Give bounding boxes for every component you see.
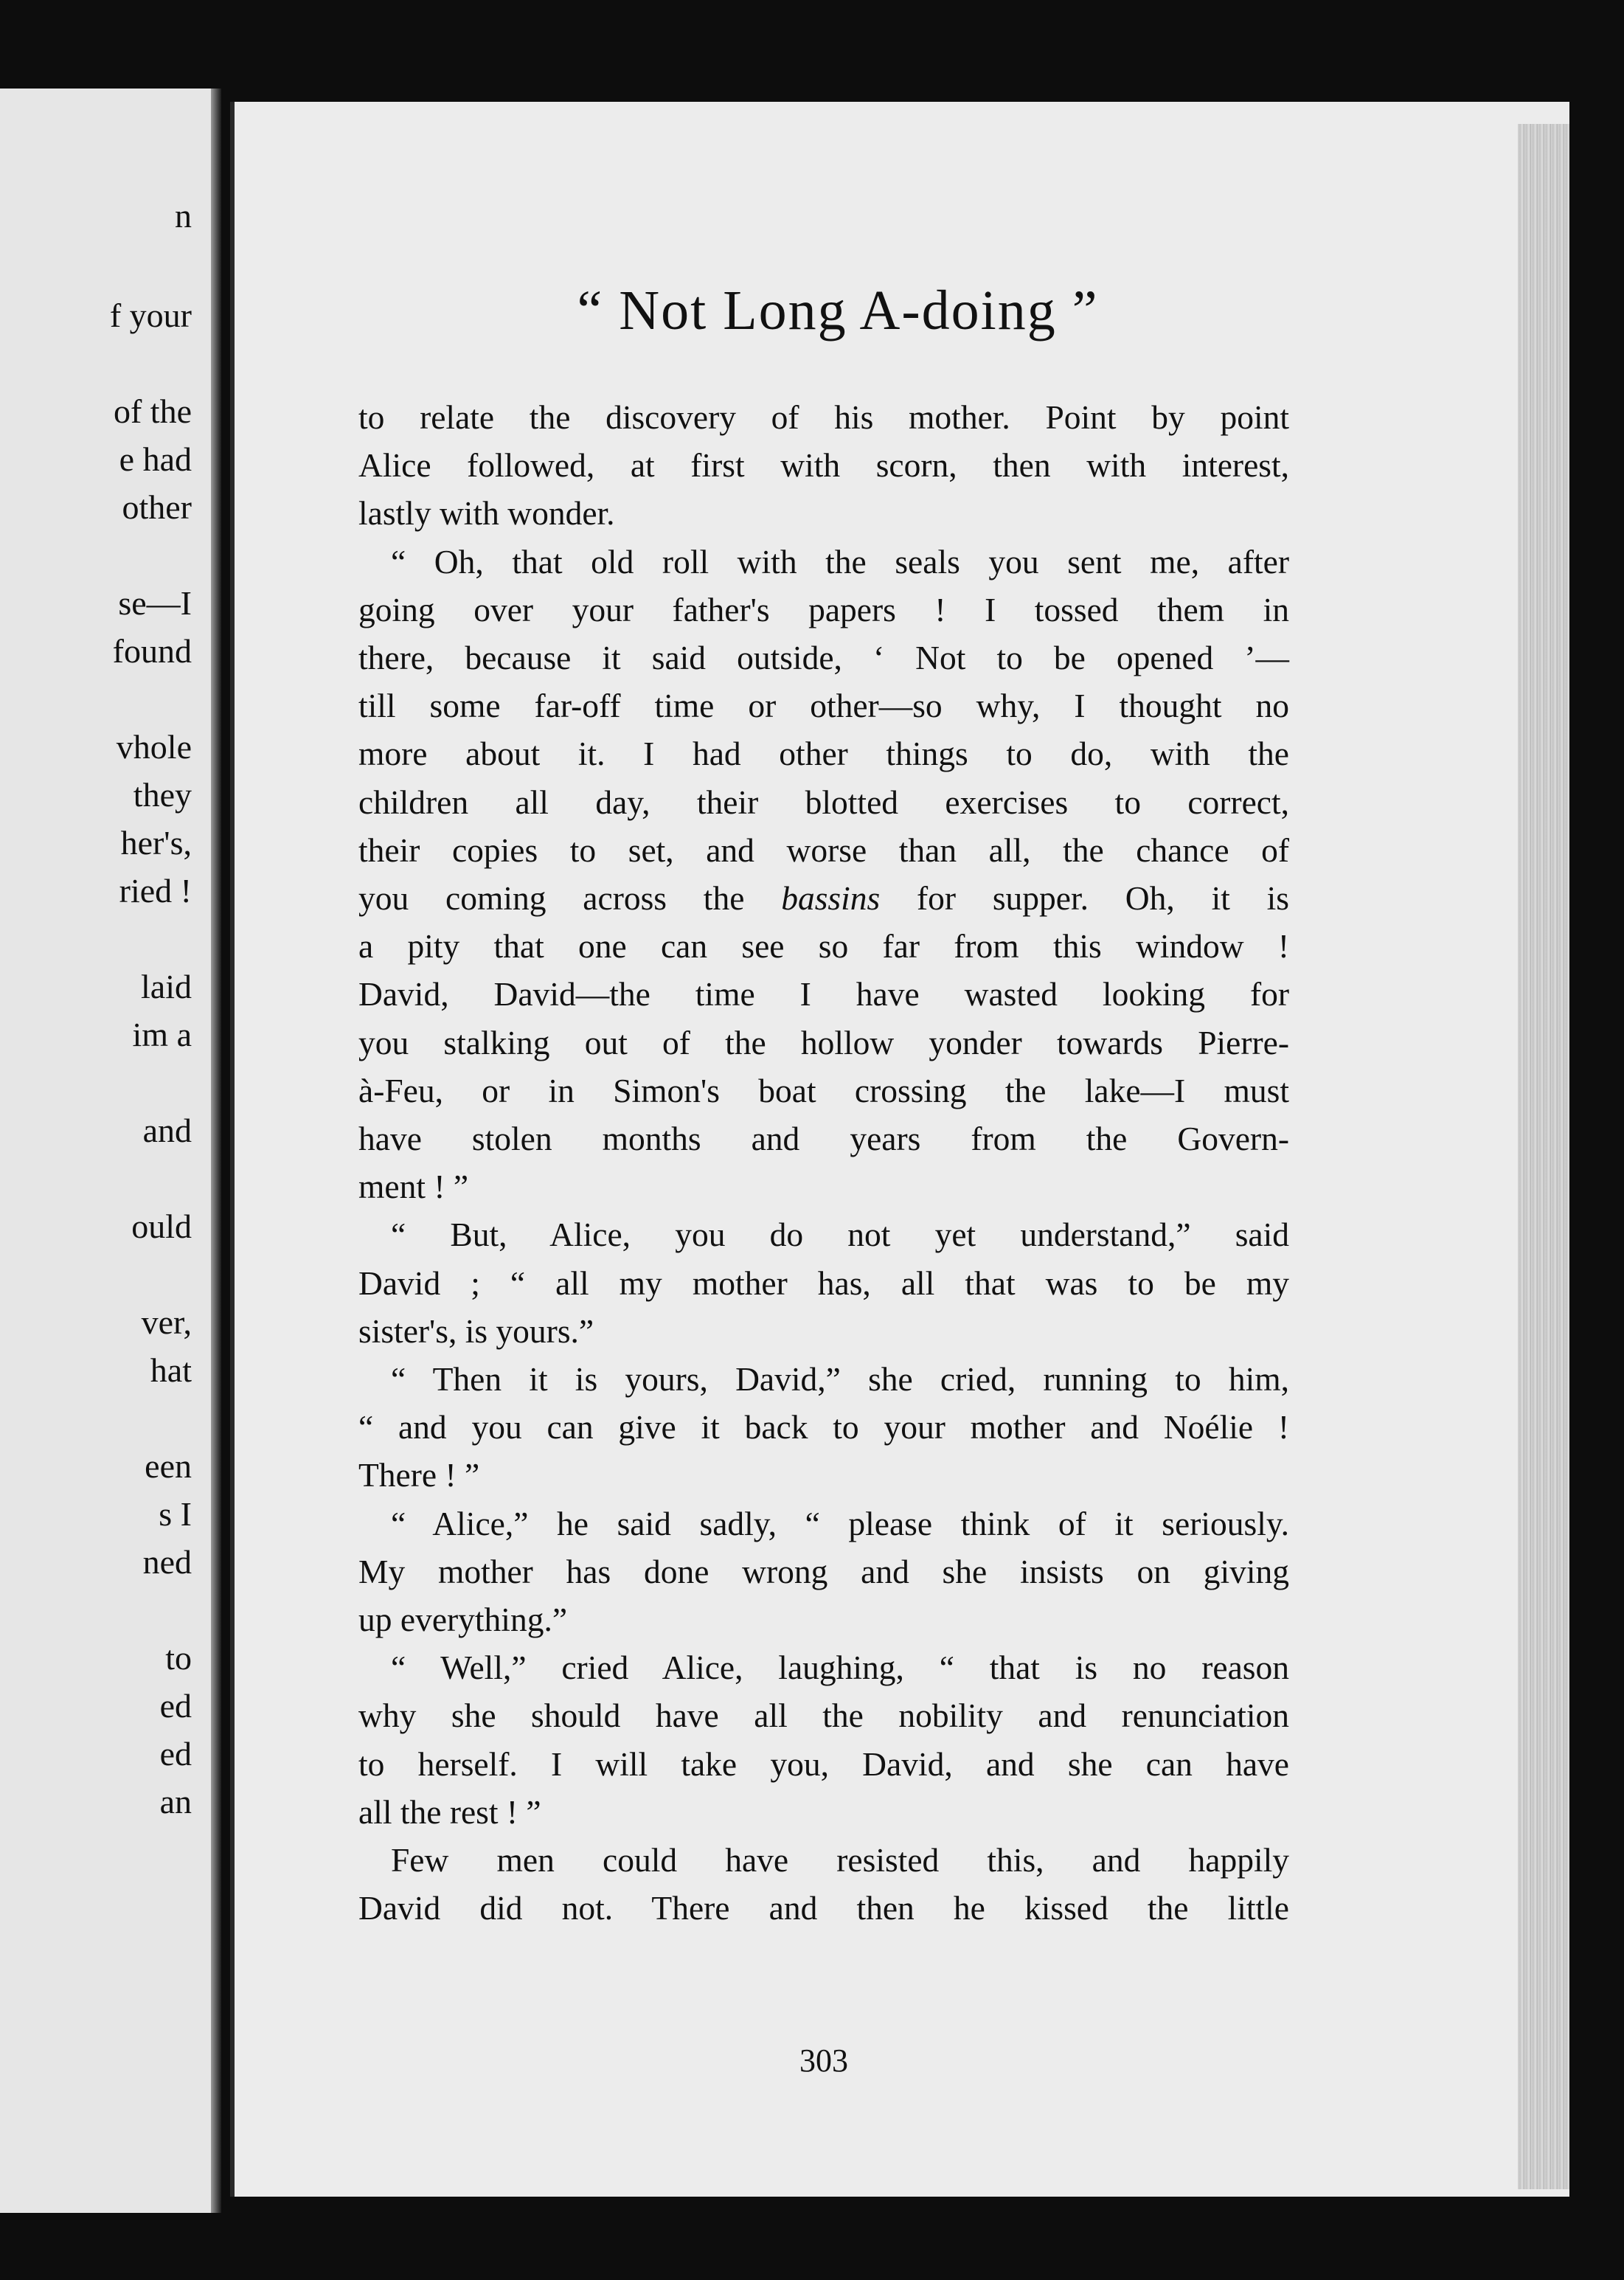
body-text	[358, 393, 1289, 1933]
left-page-fragment: ed	[159, 1687, 192, 1725]
italic-word: bassins	[781, 879, 881, 918]
running-head: “ Not Long A-doing ”	[577, 280, 1099, 342]
text-line: to herself. I will take you, David, and she can have	[358, 1744, 1289, 1783]
text-line: à-Feu, or in Simon's boat crossing the lake—I must	[358, 1071, 1289, 1109]
page-number: 303	[799, 2042, 848, 2079]
text-line: why she should have all the nobility and renunciation	[358, 1697, 1289, 1735]
left-page-fragment: an	[159, 1783, 192, 1820]
text-line: “ But, Alice, you do not yet understand,” said	[391, 1216, 1289, 1254]
text-line: to relate the discovery of his mother. Point by point	[358, 398, 1289, 436]
left-page-fragment: of the	[113, 392, 192, 430]
text-line: “ Then it is yours, David,” she cried, running to him,	[391, 1360, 1289, 1399]
text-line: have stolen months and years from the Govern-	[358, 1120, 1289, 1158]
left-page-fragment: to	[165, 1639, 192, 1677]
right-page	[230, 102, 1569, 2197]
left-page-fragment: ver,	[141, 1303, 192, 1341]
left-page-fragment: ed	[159, 1735, 192, 1773]
text-line: a pity that one can see so far from this window !	[358, 927, 1289, 966]
text-line: David, David—the time I have wasted looking for	[358, 975, 1289, 1013]
text-line: David did not. There and then he kissed the little	[358, 1889, 1289, 1927]
text-line: you stalking out of the hollow yonder towards Pierre-	[358, 1023, 1289, 1061]
text-line: till some far-off time or other—so why, I thought no	[358, 687, 1289, 725]
text-line: Few men could have resisted this, and happily	[391, 1841, 1289, 1879]
left-page-fragment: ould	[131, 1207, 192, 1245]
text-line: there, because it said outside, ‘ Not to be opened ’—	[358, 639, 1289, 677]
text-line: going over your father's papers ! I tossed them in	[358, 590, 1289, 628]
text-line: sister's, is yours.”	[358, 1311, 594, 1350]
page-edges	[1518, 124, 1569, 2189]
text-line: up everything.”	[358, 1601, 568, 1639]
left-page-fragment: s I	[159, 1495, 192, 1533]
left-page-fragment: hat	[150, 1351, 192, 1389]
text-line: lastly with wonder.	[358, 494, 615, 533]
left-page-fragment: im a	[132, 1016, 192, 1053]
left-page-fragment: ried !	[119, 872, 192, 909]
text-line: There ! ”	[358, 1456, 480, 1494]
text-line: their copies to set, and worse than all, the chance of	[358, 831, 1289, 869]
text-line: “ Oh, that old roll with the seals you sent me, after	[391, 542, 1289, 581]
text-line: children all day, their blotted exercises to correct,	[358, 783, 1289, 821]
text-line: “ and you can give it back to your mother and Noélie !	[358, 1408, 1289, 1446]
left-page-fragment: found	[112, 632, 192, 670]
text-line: ment ! ”	[358, 1168, 469, 1206]
text-line: more about it. I had other things to do, with the	[358, 735, 1289, 773]
text-line: all the rest ! ”	[358, 1792, 541, 1831]
text-line: Alice followed, at first with scorn, then with interest,	[358, 446, 1289, 485]
text-line: you coming across the bassins for supper. Oh, it is	[358, 879, 1289, 918]
text-line: My mother has done wrong and she insists on giving	[358, 1552, 1289, 1590]
left-facing-page	[0, 89, 221, 2213]
left-page-fragment: n	[175, 197, 192, 235]
left-page-fragment: se—I	[118, 584, 192, 622]
text-line: David ; “ all my mother has, all that was to be my	[358, 1264, 1289, 1302]
text-line: “ Well,” cried Alice, laughing, “ that is no reason	[391, 1649, 1289, 1687]
book-gutter	[211, 89, 221, 2213]
left-page-fragment: f your	[109, 297, 192, 334]
left-page-fragment: laid	[141, 968, 192, 1005]
left-page-fragment: they	[133, 776, 192, 814]
left-page-fragment: and	[142, 1112, 192, 1149]
left-page-fragment: e had	[119, 440, 192, 478]
left-page-fragment: een	[145, 1447, 192, 1485]
left-page-fragment: other	[122, 488, 192, 526]
left-page-fragment: ned	[142, 1543, 192, 1581]
text-line: “ Alice,” he said sadly, “ please think of it seriously.	[391, 1504, 1289, 1542]
left-page-fragment: vhole	[116, 728, 192, 766]
left-page-fragment: her's,	[120, 824, 192, 862]
